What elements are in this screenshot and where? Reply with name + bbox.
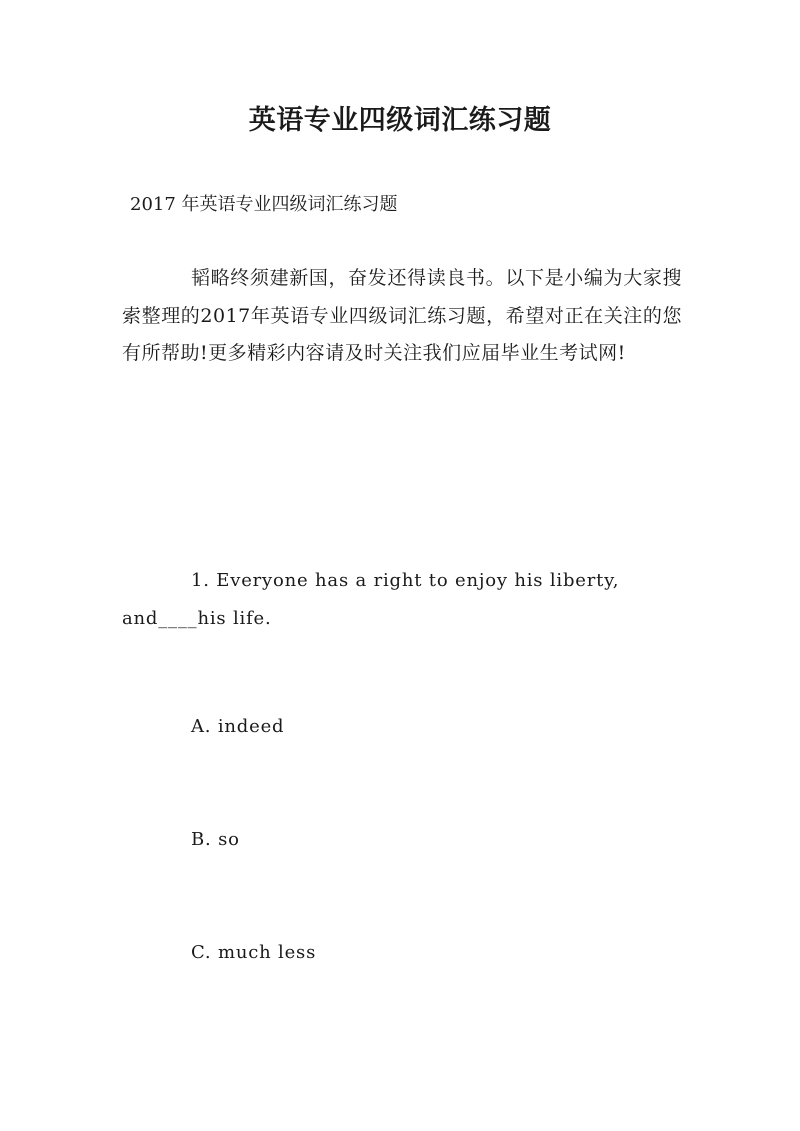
intro-paragraph: 韬略终须建新国，奋发还得读良书。以下是小编为大家搜索整理的2017年英语专业四级词汇练习题，希望对正在关注的您有所帮助!更多精彩内容请及时关注我们应届毕业生考试网! — [122, 267, 682, 364]
question-text: 1. Everyone has a right to enjoy his liberty, and____his life. — [122, 570, 620, 629]
option-c: C. much less — [191, 942, 317, 963]
document-title: 英语专业四级词汇练习题 — [248, 105, 552, 136]
option-b: B. so — [191, 829, 240, 850]
document-subtitle: 2017 年英语专业四级词汇练习题 — [130, 194, 398, 215]
option-a: A. indeed — [191, 716, 285, 737]
